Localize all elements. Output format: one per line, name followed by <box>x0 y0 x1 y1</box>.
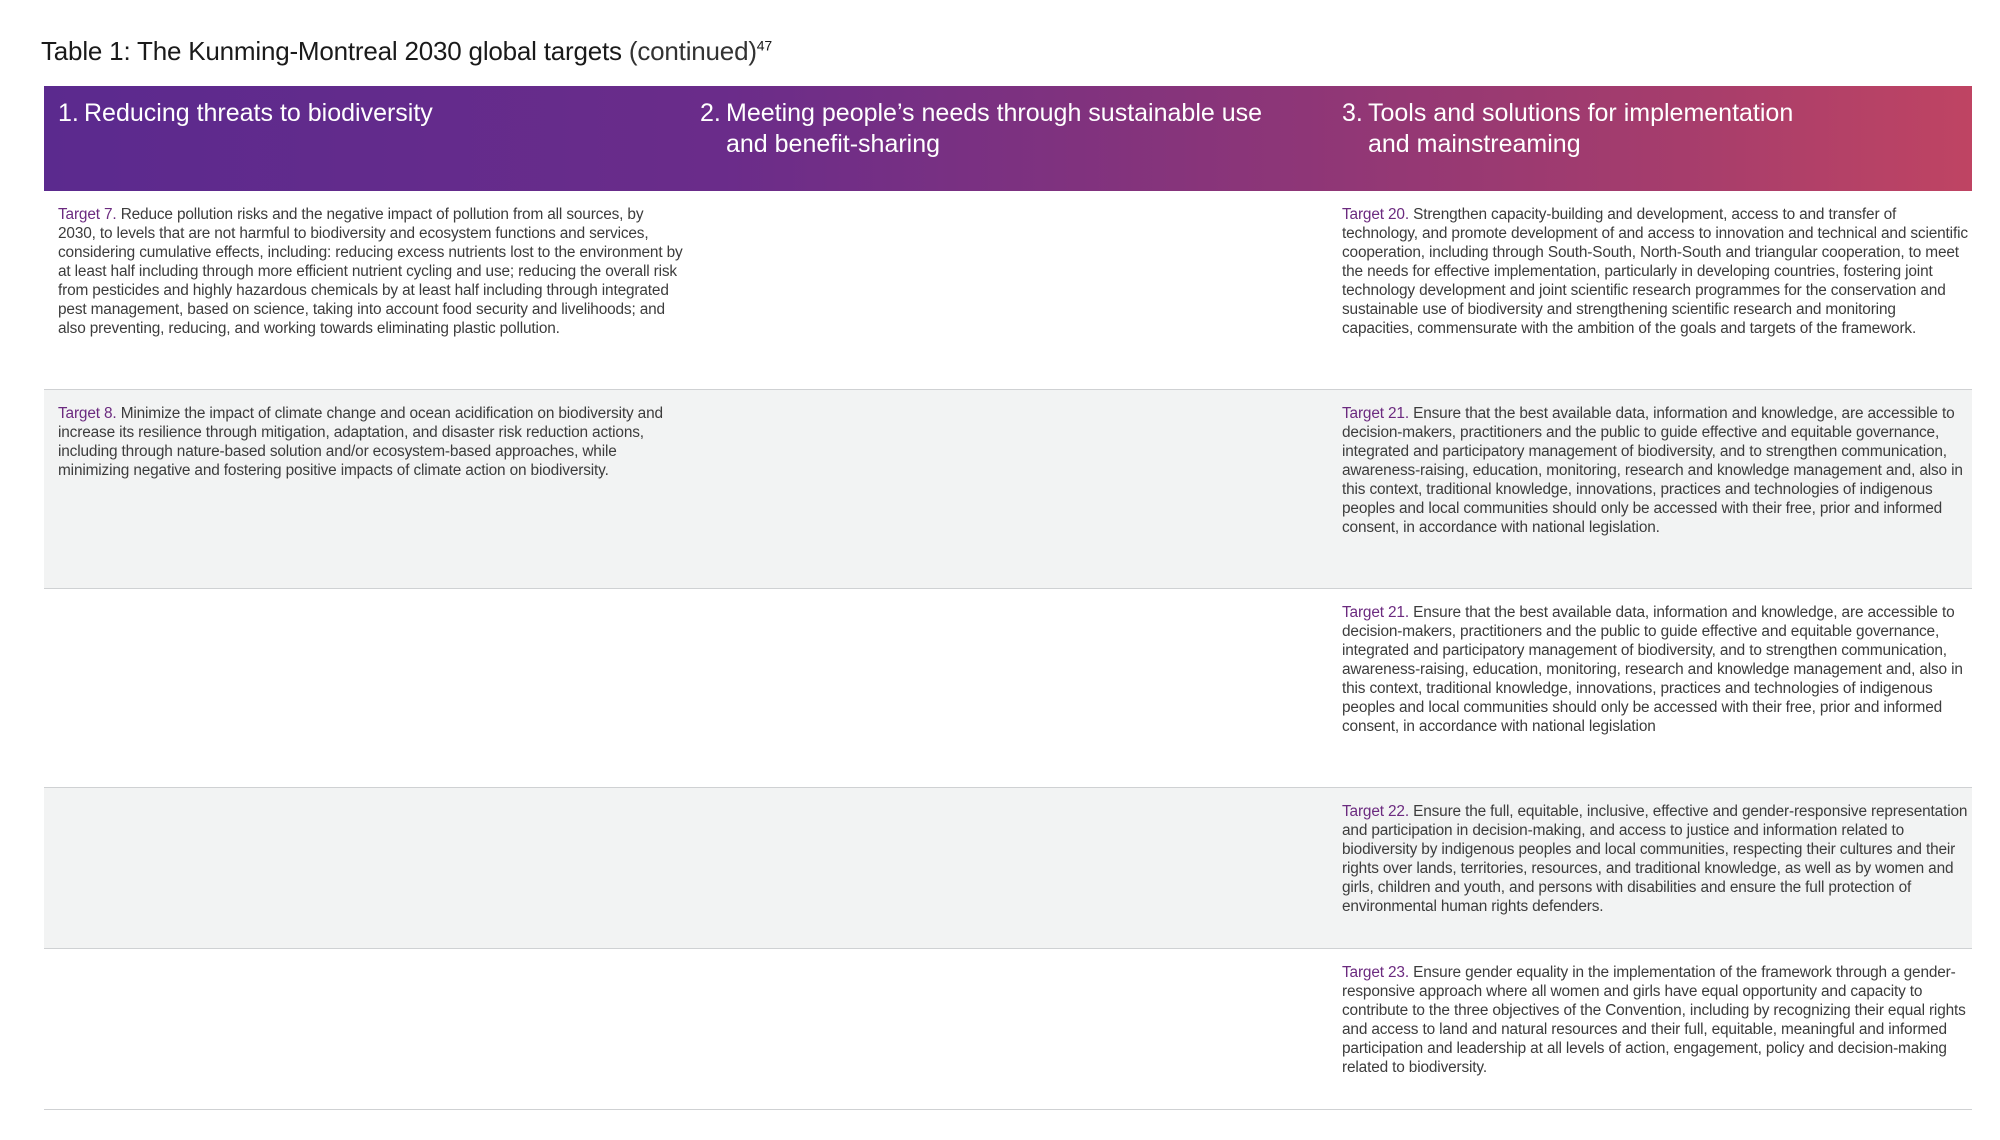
target-cell <box>1342 802 1968 916</box>
table-row <box>44 589 1972 788</box>
footnote-marker: 47 <box>756 37 772 54</box>
target-label: Target 8. <box>58 405 117 422</box>
target-cell <box>1342 205 1968 338</box>
target-label: Target 23. <box>1342 964 1409 981</box>
column-header-tools-solutions <box>1342 98 1793 160</box>
page-title-suffix: (continued) <box>628 36 757 66</box>
target-text: Minimize the impact of climate change and ocean acidification on biodiversity and increase its resilience through mitigation, adaptation, and disaster risk reduction actions, including through nature-based solution and/or ecosystem-based approaches, while minimizing negative and fostering positive impacts of climate action on biodiversity. <box>58 405 663 479</box>
target-label: Target 20. <box>1342 206 1409 223</box>
target-text: Reduce pollution risks and the negative impact of pollution from all sources, by 2030, to levels that are not harmful to biodiversity and ecosystem functions and services, considering cumulative effects, including: reducing excess nutrients lost to the environment by at least half including through more efficient nutrient cycling and use; reducing the overall risk from pesticides and highly hazardous chemicals by at least half including through integrated pest management, based on science, taking into account food security and livelihoods; and also preventing, reducing, and working towards eliminating plastic pollution. <box>58 206 683 337</box>
table-header <box>44 86 1972 191</box>
target-text: Strengthen capacity-building and development, access to and transfer of technology, and promote development of and access to innovation and technical and scientific cooperation, including through South-South, North-South and triangular cooperation, to meet the needs for effective implementation, particularly in developing countries, fostering joint technology development and joint scientific research programmes for the conservation and sustainable use of biodiversity and strengthening scientific research and monitoring capacities, commensurate with the ambition of the goals and targets of the framework. <box>1342 206 1968 337</box>
column-number: 3. <box>1342 99 1363 127</box>
target-cell <box>58 404 684 480</box>
column-header-meeting-needs <box>700 98 1262 160</box>
target-cell <box>1342 404 1968 537</box>
column-title: Tools and solutions for implementation <box>1368 99 1794 127</box>
table-row <box>44 788 1972 949</box>
target-text: Ensure the full, equitable, inclusive, effective and gender-responsive representation and participation in decision-making, and access to justice and information related to biodiversity by indigenous peoples and local communities, respecting their cultures and their rights over lands, territories, resources, and traditional knowledge, as well as by women and girls, children and youth, and persons with disabilities and ensure the full protection of environmental human rights defenders. <box>1342 803 1968 915</box>
target-label: Target 22. <box>1342 803 1409 820</box>
target-label: Target 21. <box>1342 604 1409 621</box>
column-number: 2. <box>700 99 721 127</box>
target-text: Ensure that the best available data, information and knowledge, are accessible to decision-makers, practitioners and the public to guide effective and equitable governance, integrated and participatory management of biodiversity, and to strengthen communication, awareness-raising, education, monitoring, research and knowledge management and, also in this context, traditional knowledge, innovations, practices and technologies of indigenous peoples and local communities should only be accessed with their free, prior and informed consent, in accordance with national legislation. <box>1342 405 1963 536</box>
target-cell <box>1342 603 1968 736</box>
target-text: Ensure that the best available data, information and knowledge, are accessible to decision-makers, practitioners and the public to guide effective and equitable governance, integrated and participatory management of biodiversity, and to strengthen communication, awareness-raising, education, monitoring, research and knowledge management and, also in this context, traditional knowledge, innovations, practices and technologies of indigenous peoples and local communities should only be accessed with their free, prior and informed consent, in accordance with national legislation <box>1342 604 1963 735</box>
table-row <box>44 191 1972 390</box>
targets-table <box>44 86 1972 1110</box>
target-cell <box>58 205 684 338</box>
column-title: Reducing threats to biodiversity <box>84 99 433 127</box>
table-row <box>44 949 1972 1110</box>
column-title: Meeting people’s needs through sustainable use <box>726 99 1263 127</box>
column-title-continued: and mainstreaming <box>1368 130 1581 158</box>
column-title-continued: and benefit-sharing <box>726 130 941 158</box>
target-text: Ensure gender equality in the implementation of the framework through a gender-responsive approach where all women and girls have equal opportunity and capacity to contribute to the three objectives of the Convention, including by recognizing their equal rights and access to land and natural resources and their full, equitable, meaningful and informed participation and leadership at all levels of action, engagement, policy and decision-making related to biodiversity. <box>1342 964 1966 1076</box>
target-cell <box>1342 963 1968 1077</box>
page-title-main: Table 1: The Kunming-Montreal 2030 global targets <box>41 36 622 66</box>
column-number: 1. <box>58 99 79 127</box>
table-row <box>44 390 1972 589</box>
target-label: Target 21. <box>1342 405 1409 422</box>
column-header-reducing-threats <box>58 98 433 129</box>
target-label: Target 7. <box>58 206 117 223</box>
page-title <box>41 36 772 67</box>
